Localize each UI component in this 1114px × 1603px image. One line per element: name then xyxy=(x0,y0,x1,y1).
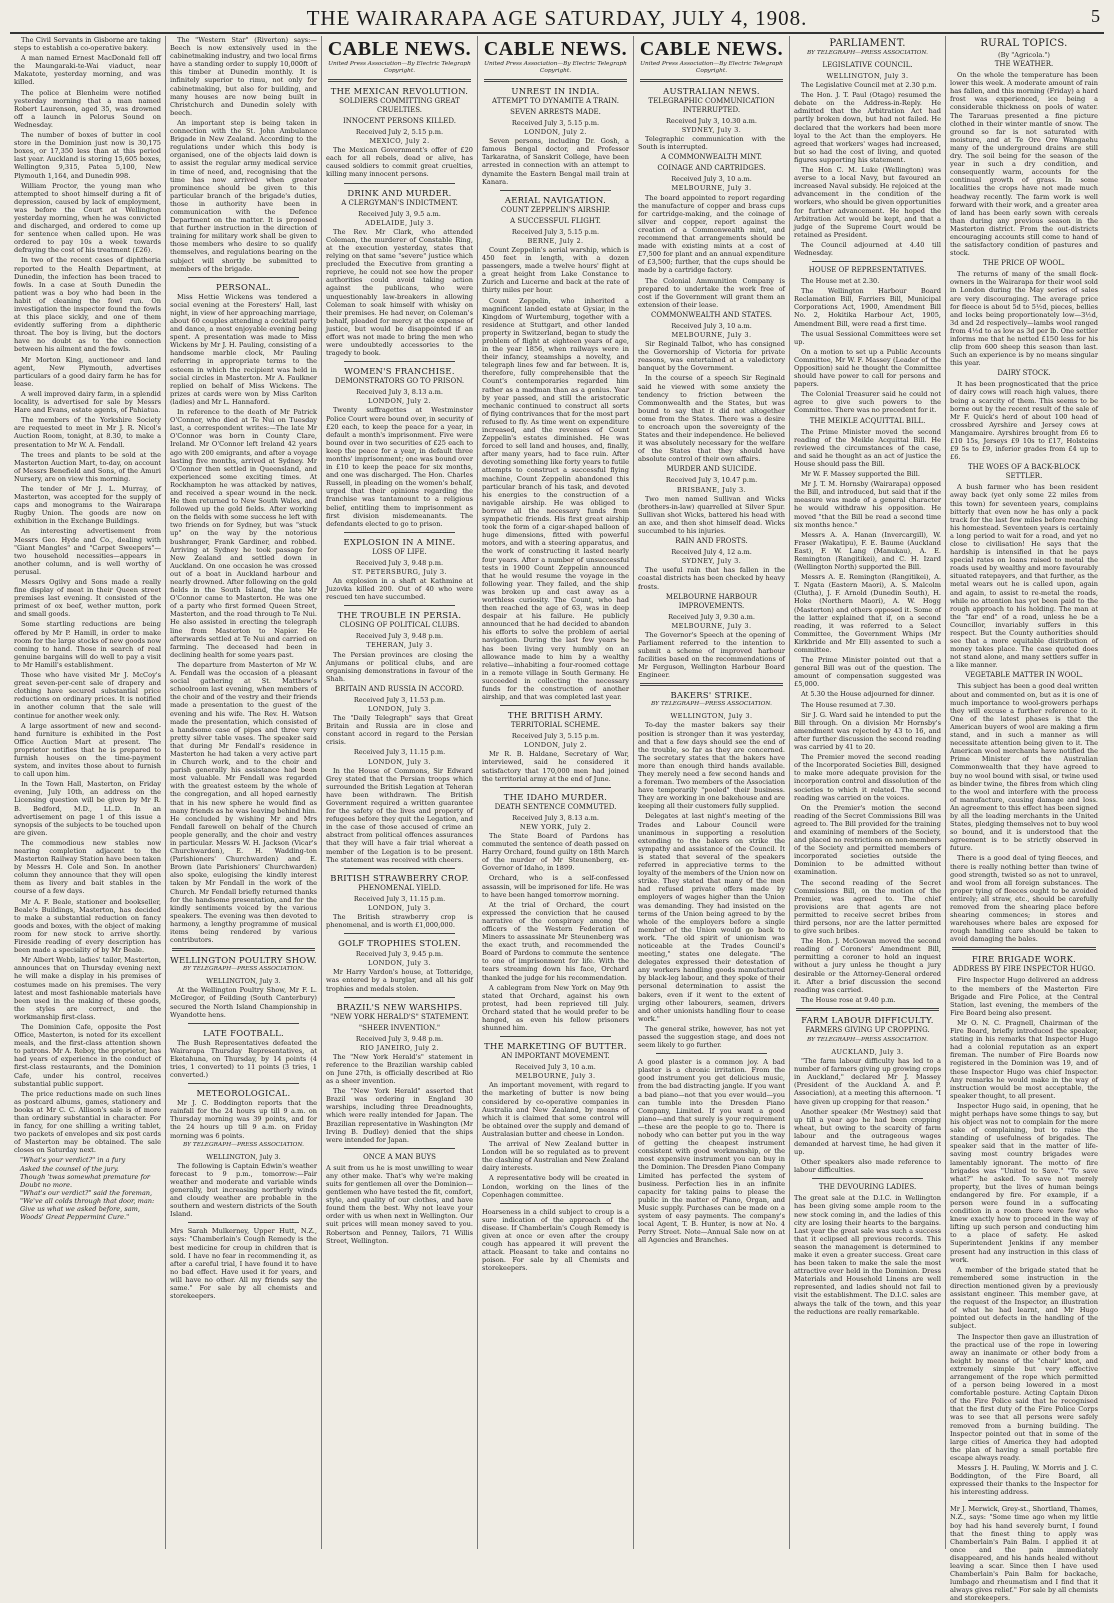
warships-dateline: RIO JANEIRO, July 2. xyxy=(360,1043,439,1052)
news-paragraph: An important step is being taken in connection with the St. John Ambulance Brigade in New Zealand. According to the regulations under which this body is organised, one of the objects laid down is to assist the regular army medical service in time of need, and, recognising that the time has now arrived when greater prominence should be given to this particular branch of the brigade's duties, those in authority have been in communication with the Defence Department on the matter. It is proposed that further instruction in the direction of training for military work shall be given to those members who desire to so qualify themselves, and regulations bearing on the subject will shortly be submitted to members of the brigade. xyxy=(170,118,317,273)
meikle-text-2: Mr W. F. Massey supported the Bill. xyxy=(801,470,920,479)
butter-dateline: MELBOURNE, July 3. xyxy=(515,1072,596,1081)
australian-news-heading: AUSTRALIAN NEWS. xyxy=(663,86,760,96)
meikle-text-12: The second reading of the Secret Commissions Bill, on the motion of the Premier, was agreed to. The chief provisions are that agents are not permitted to receive secret bribes from third persons, nor are the latter permitted to give such bribes. xyxy=(794,878,941,936)
fire-text-4: A member of the brigade stated that he remembered some instruction in the direction mentioned given by a previously assistant engineer. This member gave, at the request of the Inspector, an illustration of what he had learnt, and Mr Hugo pointed out defects in the handling of the subject. xyxy=(950,1265,1098,1331)
divider xyxy=(796,1008,939,1011)
divider xyxy=(328,79,471,82)
women-received: Received July 3, 8.13 a.m. xyxy=(356,388,443,397)
mint-received: Received July 3, 10 a.m. xyxy=(671,175,752,184)
aerial-heading: AERIAL NAVIGATION. xyxy=(504,194,607,205)
farm-text: "The farm labour difficulty has led to a number of farmers giving up growing crops in Auckland," declared Mr J. Massey (President of the Auckland A. and P. Association), at a meeting this afternoon. "I have given up cropping for that reason." xyxy=(794,1057,941,1106)
news-paragraph: The police at Blenheim were notified yesterday morning that a man named Robert Laurenson, aged 35, was drowned off a launch in Pelorus Sound on Wednesday. xyxy=(14,88,161,129)
hr-text-5: The Colonial Treasurer said he could not agree to give such powers to the Committee. There was no precedent for it. xyxy=(794,390,941,415)
mexico-heading: THE MEXICAN REVOLUTION. xyxy=(330,86,469,96)
women-text: Twenty suffragettes at Westminster Police Court were bound over, in security of £20 each, to keep the peace for a year, in default a month's imprisonment. Five were bound over in two securities of £25 each to keep the peace for a year, in default three months' imprisonment; one was bound over in £10 to keep the peace for six months, and one was discharged. The Hon. Charles Russell, in pleading on the women's behalf, urged that their opinions regarding the franchise was tantamount to a religious belief, entitling them to imprisonment as first division misdemeanants. The defendants elected to go to prison. xyxy=(326,406,473,528)
strawberry-heading: BRITISH STRAWBERRY CROP. xyxy=(330,872,469,883)
divider xyxy=(344,933,455,934)
mexico-text: The Mexican Government's offer of £20 each for all rebels, dead or alive, has caused soldiers to commit great cruelties, killing many innocent persons. xyxy=(326,146,473,179)
news-paragraph: Those who have visited Mr J. McCoy's great seven-per-cent sale of drapery and clothing have secured substantial price reductions on ordinary prices. It is notified in another column that the sale will continue for another week only. xyxy=(14,671,161,720)
legislative-council-heading: LEGISLATIVE COUNCIL. xyxy=(822,61,913,69)
hr-text-4: On a motion to set up a Public Accounts Committee, Mr W. F. Massey (Leader of the Opposition) said he thought the Committee should have power to call for persons and papers. xyxy=(794,347,941,389)
farm-text-3: Other speakers also made reference to labour difficulties. xyxy=(794,1158,941,1175)
wool-text: The returns of many of the small flock-owners in the Wairarapa for their wool sold in London during the May series of sales are very discouraging. The average price for fleece is about 5d to 5½d, pieces, bellies and locks being proportionately low—3½d, 3d and 2d respectively—lambs wool ranged from 4½d to as low as 3d per lb. One settler informs me that he netted £150 less for his clip from 600 sheep this season than last. Such an experience is by no means singular this year. xyxy=(950,270,1098,368)
column-cable-news-3 xyxy=(634,36,790,1549)
bakers-credit: BY TELEGRAPH—PRESS ASSOCIATION. xyxy=(651,701,772,708)
poem-line: Doubt no more. xyxy=(20,1180,73,1189)
fire-text-2: Mr O. N. C. Pragnell, Chairman of the Fire Board, briefly introduced the speaker, stating in his remarks that Inspector Hugo had a colonial reputation as an expert fireman. The number of Fire Boards now registered in the Dominion was 19, and of these Inspector Hugo was chief Inspector. Any remarks he would make in the way of instruction would be most acceptable, the speaker thought, to all present. xyxy=(950,1018,1098,1100)
harbour-subheading: MELBOURNE HARBOUR IMPROVEMENTS. xyxy=(665,592,758,610)
golf-heading: GOLF TROPHIES STOLEN. xyxy=(338,938,461,949)
rain-dateline: SYDNEY, July 3. xyxy=(681,557,742,566)
warships-text: The "New York Herald's" statement in reference to the Brazilian warship cabled on June 27th, is officially described at Rio as a sheer invention. xyxy=(326,1052,473,1086)
advert-heading: ONCE A MAN BUYS xyxy=(363,1152,436,1161)
mine-subheading: LOSS OF LIFE. xyxy=(372,547,427,556)
commonwealth-text-2: In the course of a speech Sir Reginald said he viewed with some anxiety the tendency to friction between the Commonwealth and the States, but was bound to say that it did not altogether come from the States. There was a desire to encroach upon the sovereignty of the States and their independence. He believed it was absolutely necessary for the welfare of the States that they should have absolute control of their own affairs. xyxy=(638,374,785,464)
parliament-credit: BY TELEGRAPH—PRESS ASSOCIATION. xyxy=(807,50,928,56)
hr-text-3: The usual Sessional Committees were set up. xyxy=(794,329,941,346)
meteorological-dateline: WELLINGTON, July 3. xyxy=(206,1152,281,1161)
bakers-text-2: Delegates at last night's meeting of the Trades and Labour Council were unanimous in supporting a resolution extending to the bakers on strike the sympathy and assistance of the Council. It is stated that several of the speakers referred in appreciative terms to the loyalty of the members of the Union now on strike. They stated that many of the men had refused private offers made by employers of wages higher than the Union was demanding. They had insisted on the terms of the Union being agreed to by the whole of the employers before a single member of the Union would go back to work. "The old spirit of unionism was noticeable at the Trades Council's meeting," states one delegate. "The delegates expressed their detestation of any workers handling goods manufactured by black-leg labour, and they spoke of their personal determination to assist the bakers, even if it went to the extent of urging other labourers, seamen, drivers and other unionists handling flour to cease work." xyxy=(638,812,785,1023)
persia-received: Received July 3, 9.48 p.m. xyxy=(355,632,444,641)
commonwealth-subheading: COMMONWEALTH AND STATES. xyxy=(650,310,773,319)
news-paragraph: William Proctor, the young man who attempted to shoot himself during a fit of depression, caused by lack of employment, was before the Court at Wellington yesterday morning, when he was convicted and discharged, and ordered to come up for sentence when called upon. He was ordered to pay 10s a week towards defraying the cost of his treatment (£26). xyxy=(14,181,161,255)
divider xyxy=(344,605,455,606)
farm-labour-heading: FARM LABOUR DIFFICULTY. xyxy=(801,1014,934,1025)
meikle-text-5: Messrs A. E. Remington (Rangitikei), A. T. Ngata (Eastern Maori), A. S. Malcolm (Clutha), J. F. Arnold (Dunedin South), H. Hoke (Northern Maori), A. W. Hogg (Masterton) and others opposed it. Some of the latter explained that if, on a second reading, it was referred to a Select Committee, the Government Whips (Mr Kirkbride and Mr Ell) assented to such a committee. xyxy=(794,573,941,654)
advert-text: Mr J. Merwick, Grey-st., Shortland, Thames, N.Z., says: "Some time ago when my little boy had his hand severely burnt, I found that the finest thing to apply was Chamberlain's Pain Balm. I applied it at once and the pain immediately disappeared, and his hands healed without leaving a scar. Since then I have used Chamberlain's Pain Balm for backache, lumbago and rheumatism and I find that it always gives relief." For sale by all chemists and storekeepers. xyxy=(950,1505,1098,1603)
rain-received: Received July 4, 12 a.m. xyxy=(671,548,752,557)
poem-line: "We've all colds through that door, man: xyxy=(20,1196,155,1205)
bakers-dateline: WELLINGTON, July 3. xyxy=(670,712,753,721)
strawberry-subheading: PHENOMENAL YIELD. xyxy=(358,883,441,892)
aerial-text: Count Zeppelin's aerial warship, which is 450 feet in length, with a dozen passengers, made a twelve hours' flight at a great height from Lake Constance to Zurich and Lucerne and back at the rate of thirty miles per hour. xyxy=(482,245,629,295)
drink-heading: DRINK AND MURDER. xyxy=(347,187,452,198)
commonwealth-received: Received July 3, 10 a.m. xyxy=(671,321,752,330)
telegraph-received: Received July 3, 10.30 a.m. xyxy=(665,117,758,125)
mint-subheading-2: COINAGE AND CARTRIDGES. xyxy=(657,164,766,173)
football-text: The Bush Representatives defeated the Wairarapa Thursday Representatives, at Eketahuna, on Thursday, by 14 points (4 tries, 1 converted) to 11 points (3 tries, 1 converted.) xyxy=(170,1038,317,1080)
meikle-text-7: At 5.30 the House adjourned for dinner. xyxy=(801,690,935,699)
divider xyxy=(344,532,455,533)
persia-text: The Persian provinces are closing the Anjumans or political clubs, and are organising demonstrations in favour of the Shah. xyxy=(326,650,473,683)
masthead-title: THE WAIRARAPA AGE SATURDAY, JULY 4, 1908. xyxy=(306,6,808,30)
news-paragraph: A man named Ernest MacDonald fell off the Maungaraki-te-Wai viaduct, near Makatote, yesterday morning, and was killed. xyxy=(14,54,161,87)
mine-received: Received July 3, 9.48 p.m. xyxy=(355,558,444,567)
murder-text: Two men named Sullivan and Wicks (brothers-in-law) quarrelled at Silver Spur. Sullivan shot Wicks, battered his head with an axe, and then shot himself dead. Wicks succumbed to his injuries. xyxy=(638,494,785,536)
divider xyxy=(344,1148,455,1149)
golf-received: Received July 3, 9.45 p.m. xyxy=(355,950,444,959)
telegraph-text: Telegraphic communication with the South is interrupted. xyxy=(638,135,785,152)
meikle-text-14: The House rose at 9.40 p.m. xyxy=(801,995,896,1004)
britain-russia-dateline-2: LONDON, July 3. xyxy=(368,757,431,766)
divider xyxy=(812,261,923,262)
divider xyxy=(500,705,611,706)
idaho-text: The State Board of Pardons has commuted the sentence of death passed on Harry Orchard, found guilty on 18th March of the murder of Mr Steunenberg, ex-Governor of Idaho, in 1899. xyxy=(482,831,629,873)
farm-labour-subheading: FARMERS GIVING UP CROPPING. xyxy=(805,1025,930,1034)
football-heading: LATE FOOTBALL. xyxy=(203,1027,284,1038)
column-personal xyxy=(166,36,322,1549)
golf-text: Mr Harry Vardon's house, at Totteridge, was entered by a burglar, and all his golf trophies and medals stolen. xyxy=(326,968,473,993)
divider xyxy=(656,1053,767,1054)
india-received: Received July 3, 5.15 p.m. xyxy=(511,119,600,127)
rural-byline: (By "Agricola.") xyxy=(998,51,1050,59)
news-paragraph: Mr Albert Webb, ladies' tailor, Masterton, announces that on Thursday evening next he will make a display in his premises of costumes made on his premises. The very latest and most fashionable materials have been used in the making of these goods, the styles are correct, and the workmanship first-class. xyxy=(14,956,161,1021)
news-paragraph: The trees and plants to be sold at the Masterton Auction Mart, to-day, on account of Messrs Benefield and Sons, of the Amuri Nursery, are on view this morning. xyxy=(14,450,161,483)
news-paragraph: Miss Hettie Wickens was tendered a social evening at the Foresters' Hall, last night, in view of her approaching marriage, about 60 couples attending a cocktail party and dance, a most enjoyable evening being spent. A presentation was made to Miss Wickens by Mr J. H. Pauling, consisting of a handsome marble clock, Mr Pauling referring in appropriate terms to the esteem in which the recipient was held in social circles in Masterton. Mr A. Faulkner replied on behalf of Miss Wickens. The prizes at cards were won by Miss Carlton (ladies) and Mr L. Hannaford. xyxy=(170,292,317,406)
meteorological-credit: BY TELEGRAPH—PRESS ASSOCIATION. xyxy=(183,1141,304,1148)
cable-news-heading: CABLE NEWS. xyxy=(639,38,784,60)
mexico-subheading-2: INNOCENT PERSONS KILLED. xyxy=(343,117,456,125)
butter-received: Received July 3, 10 a.m. xyxy=(515,1063,596,1072)
news-paragraph: A well improved dairy farm, in a splendid locality, is advertised for sale by Messrs Hare and Evans, estate agents, of Pahiatua. xyxy=(14,389,161,415)
personal-heading: PERSONAL. xyxy=(216,281,271,292)
warships-received: Received July 3, 9.48 p.m. xyxy=(355,1034,444,1043)
commonwealth-text: Sir Reginald Talbot, who has consigned the Governorship of Victoria for private reasons, was entertained at a valedictory banquet by the Government. xyxy=(638,340,785,373)
poem-line: Though 'twas somewhat premature for xyxy=(20,1172,151,1181)
women-subheading: DEMONSTRATORS GO TO PRISON. xyxy=(334,377,465,386)
hr-text-2: The Wellington Harbour Board Reclamation Bill, Farriers Bill, Municipal Corporations Act, 1900, Amendment Bill No. 2, Hokitika Harbour Act, 1905, Amendment Bill, were read a first time. xyxy=(794,287,941,328)
column-cable-news-1 xyxy=(322,36,478,1549)
news-paragraph: The departure from Masterton of Mr W. A. Fendall was the occasion of a pleasant social gathering at St. Matthew's schoolroom last evening, when members of the choir and of the vestry and their friends made a presentation to the guest of the evening and his wife. The Rev. H. Watson made the presentation, which consisted of a handsome case of pipes and three very pretty silver table vases. The speaker said that during Mr Fendall's residence in Masterton he had taken a very active part in Church work, and to the choir and parish generally his assistance had been most valuable. Mr Fendall was regarded with the greatest esteem by the whole of the congregation, and all hoped earnestly that in his new sphere he would find as many friends as he was leaving behind him. He concluded by wishing Mr and Mrs Fendall farewell on behalf of the Church people generally, and the choir and vestry in particular. Messrs W. H. Jackson (Vicar's Churchwarden), E. H. Wadding-ton (Parishioners' Churchwarden) and E. Brown (late Parishioners' Churchwarden) also spoke, eulogising the kindly interest taken by Mr Fendall in the work of the Church. Mr Fendall briefly returned thanks for the handsome presentation, and for the kindly sentiments voiced by the various speakers. The evening was then devoted to harmony, a lengthy programme of musical items being rendered by various contributors. xyxy=(170,660,317,945)
farm-labour-dateline: AUCKLAND, July 3. xyxy=(831,1047,904,1056)
army-subheading: TERRITORIAL SCHEME. xyxy=(510,721,601,730)
army-text: Mr R. B. Haldane, Secretary of War, interviewed, said he considered it satisfactory that 170,000 men had joined the territorial army at the end of June. xyxy=(482,750,629,783)
mint-dateline: MELBOURNE, July 3. xyxy=(671,184,752,193)
news-paragraph: The members of the Yorkshire Society are requested to meet in Mr J. R. Nicol's Auction Room, tonight, at 8.30, to make a presentation to Mr W. A. Fendall. xyxy=(14,416,161,449)
drink-subheading: A CLERGYMAN'S INDICTMENT. xyxy=(341,198,458,207)
column-rural-topics xyxy=(946,36,1102,1603)
army-dateline: LONDON, July 2. xyxy=(524,741,587,750)
news-paragraph: In reference to the death of Mr Patrick O'Connor, who died at Te Nui on Tuesday last, a correspondent writes:—The late Mr O'Connor was born in County Clare, Ireland. Mr O'Connor left Ireland 42 years ago with 200 emigrants, and after a voyage lasting five months, arrived at Sydney. Mr O'Connor then settled in Queensland, and experienced some exciting times. At Rockhampton he was attacked by natives, and received a spear wound in the neck. He then returned to New South Wales, and followed up the gold fields. After working on the fields with some success he left with two friends on for Sydney, but was "stuck up" on the way by the notorious bushranger, Frank Gardiner, and robbed. Arriving at Sydney he took passage for New Zealand and settled down in Auckland. On one occasion he was crossed out of a boat in Auckland harbour and nearly drowned. After following on the gold fields in the South Island, the late Mr O'Connor came to Masterton. He was one of a party who first formed Queen Street, Masterton, and the road through to Te Nui. He also assisted in erecting the telegraph line from Masterton to Napier. He afterwards settled at Te Nui and carried on farming. The deceased had been in declining health for some years past. xyxy=(170,408,317,659)
meteorological-heading: METEOROLOGICAL. xyxy=(196,1088,291,1099)
aerial-subheading: COUNT ZEPPELIN'S AIRSHIP. xyxy=(500,205,611,214)
news-paragraph: Messrs Ogilvy and Sons made a really fine display of meat in their Queen street premises last evening. It consisted of the primest of ox beef, wether mutton, pork and small goods. xyxy=(14,578,161,619)
persia-subheading: CLOSING OF POLITICAL CLUBS. xyxy=(339,621,460,630)
poultry-text: At the Wellington Poultry Show, Mr F. L. McGregor, of Feilding (South Canterbury) secured the North Island Championship in Wyandotte hens. xyxy=(170,986,317,1019)
lc-text-4: The Council adjourned at 4.40 till Wednesday. xyxy=(794,240,941,257)
news-paragraph: The "Western Star" (Riverton) says:—Beech is now extensively used in the cabinetmaking industry, and two local firms have a standing order to supply 10,000ft of this timber at Dunedin monthly. It is infinitely superior to rimu, not only for cabinetmaking, but also for building, and many houses are now being built in Christchurch and Dunedin solely with beech. xyxy=(170,36,317,117)
india-heading: UNREST IN INDIA. xyxy=(511,86,600,96)
fire-text-6: Messrs J. H. Pauling, W. Morris and J. C. Boddington, of the Fire Board, all expressed their thanks to the Inspector for his interesting address. xyxy=(950,1464,1098,1497)
fire-text-3: Inspector Hugo said, in opening, that he might perhaps have some things to say, but his object was not to complain for the mere sake of complaining, but to raise the standing of usefulness of brigades. The speaker said that in the matter of life-saving most country brigades were lamentably ignorant. The motto of fire brigades was "United to Save." "To save what?" he asked. To save not merely property, but the lives of human beings endangered by fire. For example, if a person were found in a suffocating condition in a room there were few who knew exactly how to proceed in the way of lifting up such person and conducting him to a place of safety. He asked Superintendent Jenkins if any member present had any instruction in this class of work. xyxy=(950,1101,1098,1264)
vegetable-text: This subject has been a good deal written about and commented on, but as it is one of much importance to wool-growers perhaps they will excuse a further reference to it. One of the latest phases is that the American buyers of wool are making a firm stand, and in such a manner as will necessitate attention being given to it. The American wool merchants have notified the Prime Minister of the Australian Commonwealth that they have agreed to buy no wool bound with sisal, or twine used as binder twine, the fibres from which cling to the wool and interfere with the process of manufacture, causing damage and loss. An agreement to this effect has been signed by all the leading merchants in the United States, pledging themselves not to buy wool so bound, and it is understood that the agreement is to be strictly observed in future. xyxy=(950,682,1098,853)
divider xyxy=(500,1203,611,1204)
masthead xyxy=(10,4,1104,34)
farm-labour-credit: BY TELEGRAPH—PRESS ASSOCIATION. xyxy=(807,1036,928,1043)
poultry-dateline: WELLINGTON, July 3. xyxy=(206,977,281,986)
meteorological-text: Mr J. C. Boddington reports that the rainfall for the 24 hours up till 9 a.m. on Thursday morning was 39 points, and for the 24 hours up till 9 a.m. on Friday morning was 6 points. xyxy=(170,1099,317,1140)
idaho-text-4: A cablegram from New York on May 9th stated that Orchard, against his own protest, had been reprieved till July. Orchard stated that he would prefer to be hanged, as even his fellow prisoners shunned him. xyxy=(482,983,629,1033)
divider xyxy=(188,1083,299,1084)
bakers-heading: BAKERS' STRIKE. xyxy=(670,690,753,701)
wool-heading: THE PRICE OF WOOL. xyxy=(983,259,1065,268)
lc-text: The Legislative Council met at 2.30 p.m. xyxy=(801,81,937,90)
india-text: Seven persons, including Dr. Gosh, a famous Bengal doctor, and Professor Tarkaratna, of Sanskrit College, have been arrested in connection with an attempt to dynamite the Eastern Bengal mail train at Kanara. xyxy=(482,137,629,186)
persia-dateline: TEHERAN, July 3. xyxy=(366,641,433,650)
britain-russia-dateline: LONDON, July 3. xyxy=(368,704,431,713)
warships-text-2: The "New York Herald" asserted that Brazil was ordering in England 30 warships, including three Dreadnoughts, which were really intended for Japan. The Brazilian representative in Washington (Mr Irving B. Dudley) denied that the ships were intended for Japan. xyxy=(326,1087,473,1144)
fire-text-5: The Inspector then gave an illustration of the practical use of the rope in lowering away an inanimate or other body from a height by means of the "chair" knot, and extremely simple but very effective arrangement of the rope which permitted of a person being lowered in a most comfortable posture. Acting Captain Dixon of the Fire Police said that he recognised that the first duty of the Fire Police Corps was to see that all persons were safely removed from a burning building. The Inspector pointed out that in some of the large cities of America they had adopted the plan of having a small portable fire escape always ready. xyxy=(950,1332,1098,1462)
meikle-text-4: Messrs A. A. Hanan (Invercargill), W. Fraser (Wakatipu), F. E. Baume (Auckland East), F. W. Lang (Manukau), A. E. Remington (Rangitikei), and C. H. Izard (Wellington North) supported the Bill. xyxy=(794,530,941,572)
butter-text-2: The arrival of New Zealand butter in London will be so regulated as to prevent the clashing of Australian and New Zealand dairy interests. xyxy=(482,1140,629,1173)
mine-dateline: ST. PETERSBURG, July 3. xyxy=(352,567,447,576)
drink-received: Received July 3, 9.5 a.m. xyxy=(358,209,441,218)
harbour-text: The Governor's Speech at the opening of Parliament referred to the intention to submit a scheme of improved harbour facilities based on the recommendations of Mr Ferguson, Wellington Harbour Board Engineer. xyxy=(638,630,785,680)
dairy-heading: DAIRY STOCK. xyxy=(997,369,1051,378)
news-paragraph: The tender of Mr J. L. Murray, of Masterton, was accepted for the supply of caps and monograms to the Wairarapa Rugby Union. The goods are now on exhibition in the Exchange Buildings. xyxy=(14,484,161,526)
aerial-received: Received July 3, 5.15 p.m. xyxy=(511,227,600,236)
aerial-text-2: Count Zeppelin, who inherited a magnificent landed estate at Gysiar, in the Kingdom of Wurtemburg, together with a residence at Stuttgart, and other landed property in Switzerland, began to study the problem of flight at eighteen years of age, in the year 1856, when railways were in their infancy, steamships a novelty, and telegraph lines few and far between. It is, therefore, fully comprehensible that the Count's contemporaries regarded him rather as a madman than as a genius. Year by year passed, and still the aristocratic mechanic continued to construct all sorts of flying contrivances that for the most part refused to fly. As time went on expenditure increased, and the revenues of Count Zeppelin's estates diminished. He was forced to sell land and houses, and, finally, after many years, had to face ruin. After devoting something like forty years to futile attempts to construct a successful flying machine, Count Zeppelin abandoned this particular branch of his task, and devoted his energies to the construction of a navigable airship. He was obliged to borrow all the necessary funds from sympathetic friends. His first great airship took the form of a cigar-shaped balloon of huge dimensions, fitted with powerful motors, and with a steering apparatus, and the work of constructing it lasted nearly four years. After a number of unsuccessful tests in 1900 Count Zeppelin announced that he would resume the voyage in the following year. They failed, and the ship was broken up and cast away as a worthless curiosity. The Count, who had then reached the age of 63, was in deep despair at his failure. He publicly announced that he had decided to abandon his efforts to solve the problem of aerial navigation. During the last few years he has been living very humbly on an allowance made to him by a wealthy relative—inhabiting a four-roomed cottage in a remote village in South Germany. He succeeded in collecting the necessary funds for the construction of another airship, and that was completed last year. xyxy=(482,296,629,702)
poem-line: "What's our verdict?" said the foreman, xyxy=(20,1188,153,1197)
woes-text: A bush farmer who has been resident away back (yet only some 22 miles from this town) for seventeen years, complains bitterly that even now he has only a pack track for the last few miles before reaching his homestead. Seventeen years is certainly a long period to wait for a road, and yet no close to civilisation! He says that the hardship is intensified in that he pays special rates on loans raised to metal the roads used by wealthy and more favourably situated ratepayers, and that further, as the metal wears out he is called upon, again and again, to assist to re-metal the roads, while no attention has yet been paid to the rough approach to his holding. The man at the "far end" of a road, unless he be a Councillor, invariably suffers in this respect. But the County authorities should see that a more equitable distribution of money takes place. The case quoted does not stand alone, and many settlers suffer in a like manner. xyxy=(950,483,1098,670)
mint-text-2: The Colonial Ammunition Company is prepared to undertake the work free of cost if the Government will grant them an extension of their lease. xyxy=(638,276,785,309)
divider xyxy=(344,361,455,362)
rural-topics-heading: RURAL TOPICS. xyxy=(980,38,1068,49)
mexico-received: Received July 2, 5.15 p.m. xyxy=(355,128,444,136)
britain-russia-text: The "Daily Telegraph" says that Great Britain and Russia are in close and constant accord in regard to the Persian crisis. xyxy=(326,714,473,747)
news-paragraph: The commodious new stables now nearing completion adjacent to the Masterton Railway Station have been taken by Messrs H. Cole and Son. In another column they announce that they will open them as livery and bait stables in the course of a few days. xyxy=(14,838,161,896)
harbour-received: Received July 3, 9.30 a.m. xyxy=(668,612,755,621)
mexico-dateline: MEXICO, July 2. xyxy=(369,137,430,146)
idaho-dateline: NEW YORK, July 2. xyxy=(519,822,592,831)
poem-line: Woods' Great Peppermint Cure." xyxy=(20,1213,130,1222)
poem-line: "What's your verdict?" in a fury xyxy=(20,1156,126,1165)
strawberry-dateline: LONDON, July 3. xyxy=(368,903,431,912)
india-dateline: LONDON, July 2. xyxy=(524,128,587,137)
meikle-text: The Prime Minister moved the second reading of the Meikle Acquittal Bill. He reviewed the circumstances of the case, and said he thought as an act of justice the House should pass the Bill. xyxy=(794,427,941,468)
idaho-text-2: Orchard, who is a self-confessed assassin, will be imprisoned for life. He was to have been hanged tomorrow morning. xyxy=(482,874,630,899)
drink-text: The Rev. Mr Clark, who attended Coleman, the murderer of Constable Ring, at the execution yesterday, states that relying on that same "severe" justice which precluded the Executive from granting a reprieve, he could not see how the proper authorities could avoid taking action against the publicans, who were unquestionably law-breakers in allowing Coleman to soak himself with whisky on their premises. He had never, on Coleman's behalf, pleaded for mercy at the expense of justice, but would be disappointed if an effort was not made to bring the men who were undoubtedly accessories to the tragedy to book. xyxy=(326,227,473,358)
drink-dateline: ADELAIDE, July 3. xyxy=(365,218,434,227)
bakers-text-3: The general strike, however, has not yet passed the suggestion stage, and does not seem likely to go further. xyxy=(638,1024,785,1050)
idaho-text-3: At the trial of Orchard, the court expressed the conviction that he caused narrative of the conspiracy among the officers of the Western Federation of Miners to assassinate Mr Steunenberg was the exact truth, and recommended the Board of Pardons to commute the sentence to one of imprisonment for life. With the tears streaming down his face, Orchard thanked the judge for his recommendation. xyxy=(482,900,629,982)
divider xyxy=(952,947,1096,950)
divider xyxy=(188,277,299,278)
mine-text: An explosion in a shaft at Kathmine at Juzovka killed 200. Out of 40 who were rescued ten have succumbed. xyxy=(326,577,473,602)
ladies-subheading: THE DEVOURING LADIES. xyxy=(818,1183,917,1192)
divider xyxy=(344,868,455,869)
butter-subheading: AN IMPORTANT MOVEMENT. xyxy=(501,1052,610,1061)
columns xyxy=(10,36,1104,1603)
britain-russia-heading: BRITAIN AND RUSSIA IN ACCORD. xyxy=(335,684,464,693)
news-paragraph: Mr Morton King, auctioneer and land agent, New Plymouth, advertises particulars of a good dairy farm he has for lease. xyxy=(14,355,161,388)
meikle-text-10: The Premier moved the second reading of the Incorporated Societies Bill, designed to make more adequate provision for the incorporation control and dissolution of the societies to which it related. The second reading was carried on the voices. xyxy=(794,753,941,802)
aerial-subheading-2: A SUCCESSFUL FLIGHT. xyxy=(510,216,601,225)
advert-poem xyxy=(14,1156,161,1221)
news-paragraph: Some startling reductions are being offered by Mr P. Hamill, in order to make room for the large stocks of new goods now coming to hand. Those in search of real genuine bargains will do well to pay a visit to Mr Hamill's establishment. xyxy=(14,620,161,669)
advert-text: The great sale at the D.I.C. in Wellington has been giving some ample room to the new stock coming in, and the ladies of this city are losing their hearts to the bargains. Last year the great sale was such a success that it eclipsed all previous records. This season the management is determined to make it even a greater success. Great care has been taken to make the sale the most attractive ever held in the Dominion. Dress Materials and Household Linens are well represented, and ladies should not fail to visit the establishment. The D.I.C. sales are always the talk of the town, and this year the reductions are really remarkable. xyxy=(794,1194,941,1316)
woes-heading: THE WOES OF A BACK-BLOCK SETTLER. xyxy=(967,463,1081,481)
strawberry-text: The British strawberry crop is phenomenal, and is worth £1,000,000. xyxy=(326,912,473,930)
rain-text: The useful rain that has fallen in the coastal districts has been checked by heavy frosts. xyxy=(638,566,785,591)
idaho-received: Received July 3, 8.13 a.m. xyxy=(512,813,599,822)
poem-line: Asked the counsel of the jury. xyxy=(20,1164,119,1173)
harbour-dateline: MELBOURNE, July 3. xyxy=(671,621,752,630)
mine-heading: EXPLOSION IN A MINE. xyxy=(343,536,456,547)
news-paragraph: An interesting advertisement from Messrs Geo. Hyde and Co., dealing with "Giant Mangles" and "Carpet Sweepers"—two household necessities—appears in another column, and is well worthy of perusal. xyxy=(14,527,161,576)
news-paragraph: The price reductions made on such lines as postcard albums, games, stationery and books at Mr C. C. Allison's sale is of more than ordinary substantial in character. For in fancy, for one shilling a writing tablet, two packets of envelopes and six post cards of Masterton may be obtained. The sale closes on Saturday next. xyxy=(14,1089,161,1155)
britain-russia-received: Received July 3, 11.53 p.m. xyxy=(353,695,446,704)
army-heading: THE BRITISH ARMY. xyxy=(507,710,604,721)
warships-subheading: "NEW YORK HERALD'S" STATEMENT. xyxy=(330,1012,469,1021)
advert-text: Hoarseness in a child subject to croup is a sure indication of the approach of the disease. If Chamberlain's Cough Remedy is given at once or even after the croupy cough has appeared it will prevent the attack. Pleasant to take and contains no poison. For sale by all Chemists and storekeepers. xyxy=(482,1207,629,1273)
divider xyxy=(172,948,315,951)
divider xyxy=(188,1222,299,1223)
butter-heading: THE MARKETING OF BUTTER. xyxy=(484,1041,627,1052)
lc-text-3: The Hon C. M. Luke (Wellington) was averse to a local Navy, but favoured an increased Naval subsidy. He rejoiced at the advancement in the condition of the workers, who should be given opportunities for further advancement. He hoped the Arbitration Act would be kept, and that a judge of the Supreme Court would be retained as President. xyxy=(794,166,941,239)
divider xyxy=(500,787,611,788)
murder-received: Received July 3, 10.47 p.m. xyxy=(665,476,758,485)
meikle-text-6: The Prime Minister pointed out that a general Bill was out of the question. The amount of compensation suggested was £5,000. xyxy=(794,656,941,689)
mexico-subheading: SOLDIERS COMMITTING GREAT CRUELTIES. xyxy=(339,97,460,114)
mint-text: The board appointed to report regarding the manufacture of copper and brass cups for cartridge-making, and the coinage of silver and copper, report against the creation of a Commonwealth mint, and recommend that arrangements should be made with existing mints at a cost of £7,500 for plant and an annual expenditure of £3,500; further, that the cups should be made by a cartridge factory. xyxy=(638,193,785,275)
divider xyxy=(640,79,783,82)
persia-heading: THE TROUBLE IN PERSIA. xyxy=(337,610,462,621)
divider xyxy=(968,1500,1080,1501)
column-local-news xyxy=(10,36,166,1549)
divider xyxy=(640,683,783,686)
mint-subheading: A COMMONWEALTH MINT. xyxy=(661,153,762,162)
divider xyxy=(812,1178,923,1179)
divider xyxy=(500,190,611,191)
news-paragraph: The number of boxes of butter in cool store in the Dominion just now is 30,175 boxes, or 17,350 less than at this period last year. Auckland is storing 15,605 boxes, Wellington 9,315, Patea 5,100, New Plymouth 1,164, and Dunedin 998. xyxy=(14,131,161,180)
news-paragraph: In two of the recent cases of diphtheria reported to the Health Department, at Dunedin, the infection has been traced to fowls. In a case at South Dunedin the patient was a boy who had been in the habit of cleaning the fowl run. On investigation the inspector found the fowls at this place sickly, and one of them evidently suffering from a diphtheric throat. The boy is living, but the doctors have no doubt as to the connection between his ailment and the fowls. xyxy=(14,256,161,354)
vegetable-text-2: There is a good deal of tying fleeces, and there is really nothing better than twine of good strength, twisted so as not to unravel, and wool from all foreign substances. The proper tying of fleeces ought to be avoided entirely; all straw, etc., should be carefully removed from the shearing place before shearing commences; in stores and warehouses where bales are exposed for rough handling care should be taken to avoid damaging the bales. xyxy=(950,854,1098,944)
cable-news-heading: CABLE NEWS. xyxy=(327,38,472,60)
weather-text: On the whole the temperature has been lower this week. A moderate amount of rain has fallen, and this morning (Friday) a hard frost was experienced, ice being a considerable thickness on pools of water. The Tararuas presented a fine picture clothed in their winter mantle of snow. The ground so far is not saturated with moisture, and at Te Ore Ore Wangaehu many of the underground drains are still dry. The soil being for the season of the year in such a dry condition, and consequently warm, accounts for the continual growth of grass. In some localities the crops have not made much headway recently. The farm work is well forward with their work, and a greater area of land has been early sown with cereals than during any previous season in the Masterton district. From the out-districts encouraging accounts still come to hand of the satisfactory condition of pastures and stock. xyxy=(950,71,1098,258)
advert-text: A suit from us he is most unwilling to wear any other make. That's why we're making suits for gentlemen all over the Dominion—gentlemen who have tested the fit, comfort, style, and quality of our clothes, and have found them the best. Why not leave your order with us when next in Wellington. Our suit prices will mean money saved to you. Robertson and Penney, Tailors, 71 Willis Street, Wellington. xyxy=(326,1163,473,1245)
telegraph-subheading: TELEGRAPHIC COMMUNICATION INTERRUPTED. xyxy=(648,97,775,114)
butter-text-3: A representative body will be created in London, working on the lines of the Copenhagen committee. xyxy=(482,1174,629,1199)
meikle-text-8: The House resumed at 7.30. xyxy=(801,700,896,709)
commonwealth-dateline: MELBOURNE, July 3. xyxy=(671,330,752,339)
column-parliament xyxy=(790,36,946,1549)
lc-text-2: The Hon. J. T. Paul (Otago) resumed the debate on the Address-in-Reply. He admitted that the Arbitration Act had partly broken down, but had not failed. He declared that the workers had been more loyal to the Act than the employers. He agreed that workers' wages had increased, but so had the cost of living, and quoted figures supporting his statement. xyxy=(794,91,941,164)
column-cable-news-2 xyxy=(478,36,634,1549)
divider xyxy=(344,997,455,998)
divider xyxy=(188,1023,299,1024)
golf-dateline: LONDON, July 3. xyxy=(368,959,431,968)
advert-text: Mrs Sarah Mulkerney, Upper Hutt, N.Z., says: "Chamberlain's Cough Remedy is the best medicine for croup in children that is sold. I have no fear in recommending it, as after a careful trial, I have found it to have no bad effect. Have used it for years, and will have no other. All my friends say the same." For sale by all chemists and storekeepers. xyxy=(170,1227,317,1301)
murder-dateline: BRISBANE, July 3. xyxy=(676,485,747,494)
poultry-credit: BY TELEGRAPH—PRESS ASSOCIATION. xyxy=(183,966,304,973)
poem-line: Give us what we asked before, sam, xyxy=(20,1205,141,1214)
meikle-text-11: On the Premier's motion the second reading of the Secret Commissions Bill was agreed to. The Bill provided for the training and examining of members of the Society, and placed no restrictions on non-members of the Society and permitted members of incorporated societies outside the Dominion to be admitted without examination. xyxy=(794,803,941,877)
murder-subheading: MURDER AND SUICIDE. xyxy=(666,465,757,474)
cable-credit: United Press Association—By Electric Telegraph Copyright. xyxy=(484,61,627,74)
india-subheading-2: SEVEN ARRESTS MADE. xyxy=(510,108,601,116)
poultry-heading: WELLINGTON POULTRY SHOW. xyxy=(170,955,317,966)
farm-text-2: Another speaker (Mr Westney) said that up till a year ago he had been cropping wheat, but owing to the scarcity of farm labour and the outrageous wages demanded at harvest time, he had given it up. xyxy=(794,1107,941,1157)
women-dateline: LONDON, July 2. xyxy=(368,397,431,406)
news-paragraph: A large assortment of new and second-hand furniture is exhibited in the Post Office Auction Mart at present. The proprietor notifies that he is prepared to furnish houses on the time-payment system, and invites those about to furnish to call upon him. xyxy=(14,721,161,779)
weather-heading: THE WEATHER. xyxy=(994,60,1054,69)
news-paragraph: In the Town Hall, Masterton, on Friday evening, July 10th, an address on the Licensing question will be given by Mr R. B. Bedford, M.D., LL.D. In an advertisement on page 1 of this issue a synopsis of the subjects to be touched upon are given. xyxy=(14,780,161,837)
news-paragraph: The Civil Servants in Gisborne are taking steps to establish a co-operative bakery. xyxy=(14,36,161,53)
fire-brigade-heading: FIRE BRIGADE WORK. xyxy=(971,954,1077,965)
fire-brigade-subheading: ADDRESS BY FIRE INSPECTOR HUGO. xyxy=(952,965,1096,974)
fire-text: Fire Inspector Hugo delivered an address to the members of the Masterton Fire Brigade and Fire Police, at the Central Station, last evening, the members of the Fire Board being also present. xyxy=(950,976,1098,1017)
meikle-subheading: THE MEIKLE ACQUITTAL BILL. xyxy=(809,416,926,425)
news-paragraph: Mr A. F. Beale, stationer and bookseller, Beale's Buildings, Masterton, has decided to make a substantial reduction on fancy goods and boxes, with the object of making room for new stock to arrive shortly. Fireside reading of every description has been made a speciality of by Mr Beale. xyxy=(14,897,161,955)
vegetable-heading: VEGETABLE MATTER IN WOOL. xyxy=(965,671,1083,680)
strawberry-received: Received July 3, 11.15 p.m. xyxy=(353,894,446,903)
advert-text: A good plaster is a common joy. A bad plaster is a chronic irritation. From the good instrument you get delicious music, from the bad distracting jangle. If you want a bad piano—not that you ever would—you can tumble into the Dresden Piano Company, Limited. If you want a good piano—and that surely is your requirement—these are the people to go to. There is nobody who can better put you in the way of getting the cheapest instrument consistent with good workmanship, or the most expensive instrument you can buy in the Dominion. The Dresden Piano Company Limited has perfected the system of business. Perfection lies in an infinite capacity for taking pains to please the public in the matter of Piano, Organ, and Music supply. Purchases can be made on a system of easy payments. The company's local Agent, T. B. Hunter, is now at No. 4 Perry Street. Note—Annual Sale now on at all Agencies and Branches. xyxy=(638,1058,785,1245)
army-received: Received July 3, 5.15 p.m. xyxy=(511,732,600,741)
india-subheading: ATTEMPT TO DYNAMITE A TRAIN. xyxy=(492,97,619,105)
parliament-heading: PARLIAMENT. xyxy=(829,38,906,49)
cable-credit: United Press Association—By Electric Telegraph Copyright. xyxy=(640,61,783,74)
warships-heading: BRAZIL'S NEW WARSHIPS. xyxy=(336,1001,463,1012)
cable-credit: United Press Association—By Electric Telegraph Copyright. xyxy=(328,61,471,74)
warships-subheading-2: "SHEER INVENTION." xyxy=(358,1023,441,1032)
divider xyxy=(500,1036,611,1037)
legislative-council-dateline: WELLINGTON, July 3. xyxy=(826,72,909,80)
hr-text: The House met at 2.30. xyxy=(801,277,880,286)
rain-subheading: RAIN AND FROSTS. xyxy=(675,537,748,546)
divider xyxy=(344,183,455,184)
dairy-text: It has been prognosticated that the price of dairy cows will reach high values, there being a scarcity of them. This seems to be borne out by the recent result of the sale of Mr F. Quick's herd of about 100 head of crossbred Ayrshire and Jersey cows at Mangamaire. Ayrshires brought from £6 to £10 15s, Jerseys £9 10s to £17, Holsteins £9 5s to £9, inferior grades from £4 up to £6. xyxy=(950,380,1098,462)
women-heading: WOMEN'S FRANCHISE. xyxy=(344,366,455,377)
page-number: 5 xyxy=(1091,6,1100,26)
britain-russia-received-2: Received July 3, 11.15 p.m. xyxy=(353,748,446,757)
house-heading: HOUSE OF REPRESENTATIVES. xyxy=(808,266,927,275)
meikle-text-3: Mr J. T. M. Hornsby (Wairarapa) opposed the Bill, and introduced, but said that if the measure was made of a general character he would withdraw his opposition. He moved "that the Bill be read a second time six months hence." xyxy=(794,480,941,529)
telegraph-dateline: SYDNEY, July 3. xyxy=(681,126,742,135)
idaho-subheading: DEATH SENTENCE COMMUTED. xyxy=(494,802,617,811)
meikle-text-9: Sir J. G. Ward said he intended to put the Bill through. On a division Mr Hornsby's amendment was rejected by 43 to 16, and after further discussion the second reading was carried by 41 to 20. xyxy=(794,710,941,752)
bakers-text: To-day the master bakers say their position is stronger than it was yesterday, and that a few days should see the end of the trouble, so far as they are concerned. The secretary states that the bakers have more than enough third hands available. They merely need a few second hands and a foreman. Two members of the Association have temporarily "pooled" their business. They are working in one bakehouse and are keeping all their customers fully supplied. xyxy=(638,721,785,811)
divider xyxy=(484,79,627,82)
news-paragraph: The Dominion Cafe, opposite the Post Office, Masterton, is noted for its excellent meals, and the first-class attention shown to patrons. Mr A. Reboy, the proprietor, has had years of experience in the conduct of first-class restaurants, and the Dominion Cafe, under his control, receives substantial public support. xyxy=(14,1022,161,1088)
meteorological-text-2: The following is Captain Edwin's weather forecast to 9 p.m., tomorrow:—Fair weather and moderate and variable winds generally, but increasing northerly winds and cloudy weather are probable in the southern and western districts of the South Island. xyxy=(170,1161,317,1219)
britain-russia-text-2: In the House of Commons, Sir Edward Grey stated that the Persian troops which surrounded the British Legation at Teheran have been withdrawn. The British Government required a written guarantee for the safety of the lives and property of refugees before they quit the Legation, and in the case of those accused of crime an abstract from political offences assurances that they will have a fair trial whereat a member of the Legation is to be present. The statement was received with cheers. xyxy=(326,766,473,864)
idaho-heading: THE IDAHO MURDER. xyxy=(503,791,608,802)
cable-news-heading: CABLE NEWS. xyxy=(483,38,628,60)
aerial-dateline: BERNE, July 2. xyxy=(527,236,584,245)
butter-text: An important movement, with regard to the marketing of butter is now being considered by co-operative companies in Australia and New Zealand, by means of which it is claimed that some control will be obtained over the supply and demand of Australasian butter and cheese in London. xyxy=(482,1081,629,1138)
meikle-text-13: The Hon. J. McGowan moved the second reading of Coroners' Amendment Bill, permitting a coroner to hold an inquest without a jury unless he thought a jury desirable or the Attorney-General ordered it. After a brief discussion the second reading was carried. xyxy=(794,937,941,994)
